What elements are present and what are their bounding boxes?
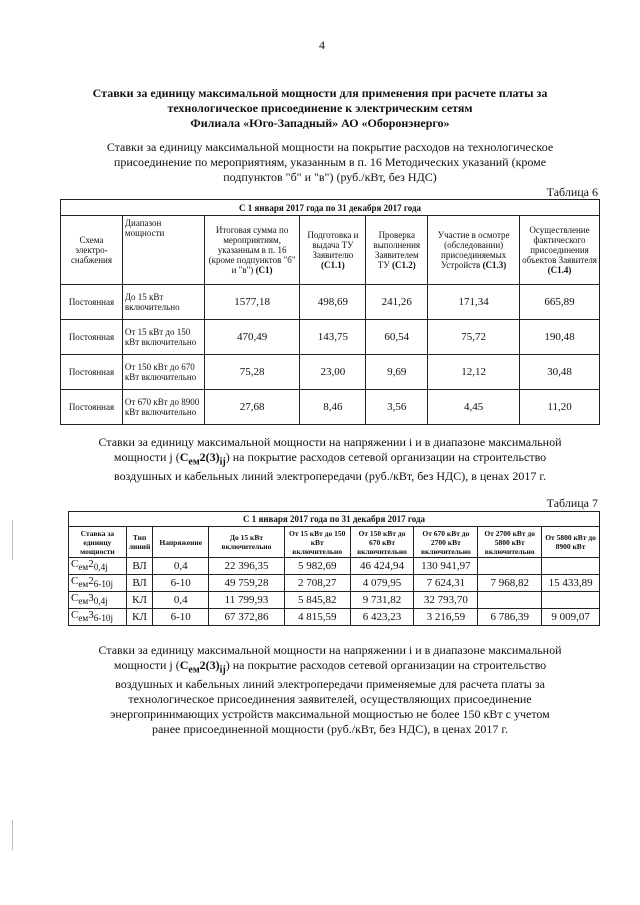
cell-c1: 27,68 [204,390,300,425]
cell-c12: 9,69 [366,355,428,390]
cell-c1: 470,49 [204,320,300,355]
section2-line-2: мощности j $(С_{ем}2(3)_{ij})$ на покрытие расходов сетевой организации на строительство [113,450,547,468]
cell-c14: 190,48 [520,320,600,355]
table7-header-voltage: Напряжение [153,527,209,558]
cell-value: 6 423,23 [350,609,414,626]
cell-value [478,558,542,575]
cell-c12: 3,56 [366,390,428,425]
section2-line-3: воздушных и кабельных линий электропередачи (руб./кВт, без НДС), в ценах 2017 г. [114,469,546,484]
cell-c11: 23,00 [300,355,366,390]
table-row [69,575,600,592]
cell-value: 9 731,82 [350,592,414,609]
cell-value [542,558,600,575]
section1-line-1: Ставки за единицу максимальной мощности на покрытие расходов на технологическое [106,140,554,154]
table7-header-150-670: От 150 кВт до 670 кВт включительно [350,527,414,558]
section3-line-2: мощности j $(С_{ем}2(3)_{ij})$ на покрытие расходов сетевой организации на строительство [113,658,547,676]
cell-range: От 150 кВт до 670 кВт включительно [122,355,204,390]
cell-c1: 75,28 [204,355,300,390]
table7-header-5800-8900: От 5800 кВт до 8900 кВт [542,527,600,558]
title-line-3: Филиала «Юго-Западный» АО «Оборонэнерго» [190,116,450,130]
cell-c11: 498,69 [300,285,366,320]
cell-value: 7 968,82 [478,575,542,592]
table6-header-range: Диапазон мощности [122,216,204,285]
table7-header-row [69,527,600,558]
table-7 [68,511,600,626]
cell-rate-symbol: $С_{ем}3_{0,4j}$ [69,592,127,609]
cell-value: 5 982,69 [284,558,350,575]
section1-caption [60,140,600,185]
cell-value: 4 815,59 [284,609,350,626]
cell-scheme: Постоянная [61,355,123,390]
cell-voltage: 6-10 [153,575,209,592]
table-6 [60,199,600,425]
cell-c11: 143,75 [300,320,366,355]
cell-voltage: 0,4 [153,592,209,609]
table7-header-type: Тип линий [126,527,152,558]
cell-voltage: 6-10 [153,609,209,626]
cell-value: 46 424,94 [350,558,414,575]
cell-value: 130 941,97 [414,558,478,575]
table6-period: С 1 января 2017 года по 31 декабря 2017 года [61,200,600,216]
cell-value: 32 793,70 [414,592,478,609]
cell-scheme: Постоянная [61,285,123,320]
table-row [61,390,600,425]
table-row [69,558,600,575]
table6-header-total: Итоговая сумма по мероприятиям, указанным в п. 16 (кроме подпунктов "б" и "в") (С1) [204,216,300,285]
cell-c12: 60,54 [366,320,428,355]
section1-line-3: подпунктов "б" и "в") (руб./кВт, без НДС) [223,170,437,184]
table6-header-scheme: Схема электро-снабжения [61,216,123,285]
cell-scheme: Постоянная [61,320,123,355]
table7-header-2700-5800: От 2700 кВт до 5800 кВт включительно [478,527,542,558]
cell-rate-symbol: $С_{ем}2_{6-10j}$ [69,575,127,592]
cell-c11: 8,46 [300,390,366,425]
cell-range: До 15 кВт включительно [122,285,204,320]
cell-voltage: 0,4 [153,558,209,575]
cell-value: 9 009,07 [542,609,600,626]
section3-caption [60,643,600,737]
table6-header-connect: Осуществление фактического присоединения объектов Заявителя (С1.4) [520,216,600,285]
cell-value: 15 433,89 [542,575,600,592]
cell-c14: 30,48 [520,355,600,390]
section2-line-1: Ставки за единицу максимальной мощности на напряжении i и в диапазоне максимальной [98,435,562,449]
cell-value: 5 845,82 [284,592,350,609]
cell-c14: 665,89 [520,285,600,320]
cell-c13: 75,72 [428,320,520,355]
table7-label: Таблица 7 [546,496,598,510]
cell-range: От 15 кВт до 150 кВт включительно [122,320,204,355]
table7-period: С 1 января 2017 года по 31 декабря 2017 года [69,512,600,527]
section3-line-6: ранее присоединенной мощности (руб./кВт, без НДС), в ценах 2017 г. [151,722,508,737]
cell-c13: 171,34 [428,285,520,320]
table-row [69,592,600,609]
section3-line-4: технологическое присоединения заявителей, осуществляющих присоединение [128,692,532,707]
cell-value [478,592,542,609]
cell-value: 3 216,59 [414,609,478,626]
cell-c13: 12,12 [428,355,520,390]
section1-line-2: присоединение по мероприятиям, указанным в п. 16 Методических указаний (кроме [113,155,547,169]
table6-header-tu: Подготовка и выдача ТУ Заявителю (С1.1) [300,216,366,285]
cell-value: 22 396,35 [209,558,285,575]
table7-header-up15: До 15 кВт включительно [209,527,285,558]
table-row [61,285,600,320]
cell-value: 6 786,39 [478,609,542,626]
section3-line-3: воздушных и кабельных линий электропередачи применяемые для расчета платы за [115,677,545,692]
title-line-2: технологическое присоединение к электрическим сетям [167,101,473,115]
cell-scheme: Постоянная [61,390,123,425]
page-number: 4 [319,38,325,52]
cell-type: КЛ [126,592,152,609]
table7-header-rate: Ставка за единицу мощности [69,527,127,558]
table-row [69,609,600,626]
table-row [61,320,600,355]
table7-header-15-150: От 15 кВт до 150 кВт включительно [284,527,350,558]
table7-header-670-2700: От 670 кВт до 2700 кВт включительно [414,527,478,558]
cell-value: 4 079,95 [350,575,414,592]
section2-caption [60,435,600,484]
scan-mark [12,820,13,850]
cell-value [542,592,600,609]
cell-range: От 670 кВт до 8900 кВт включительно [122,390,204,425]
cell-value: 67 372,86 [209,609,285,626]
cell-rate-symbol: $С_{ем}3_{6-10j}$ [69,609,127,626]
section3-line-5: энергопринимающих устройств максимальной мощностью не более 150 кВт с учетом [110,707,550,722]
table-row [61,355,600,390]
cell-c13: 4,45 [428,390,520,425]
section3-line-1: Ставки за единицу максимальной мощности на напряжении i и в диапазоне максимальной [98,643,562,657]
table6-header-check: Проверка выполнения Заявителем ТУ (С1.2) [366,216,428,285]
cell-rate-symbol: $С_{ем}2_{0,4j}$ [69,558,127,575]
cell-c1: 1577,18 [204,285,300,320]
cell-value: 49 759,28 [209,575,285,592]
cell-type: КЛ [126,609,152,626]
cell-type: ВЛ [126,575,152,592]
cell-type: ВЛ [126,558,152,575]
table6-header-inspect: Участие в осмотре (обследовании) присоединяемых Устройств (С1.3) [428,216,520,285]
cell-value: 7 624,31 [414,575,478,592]
scan-mark [12,520,13,560]
cell-c12: 241,26 [366,285,428,320]
cell-value: 2 708,27 [284,575,350,592]
cell-c14: 11,20 [520,390,600,425]
cell-value: 11 799,93 [209,592,285,609]
table6-label: Таблица 6 [546,185,598,199]
title-line-1: Ставки за единицу максимальной мощности для применения при расчете платы за [92,86,548,100]
table6-header-row [61,216,600,285]
document-title [80,86,560,131]
